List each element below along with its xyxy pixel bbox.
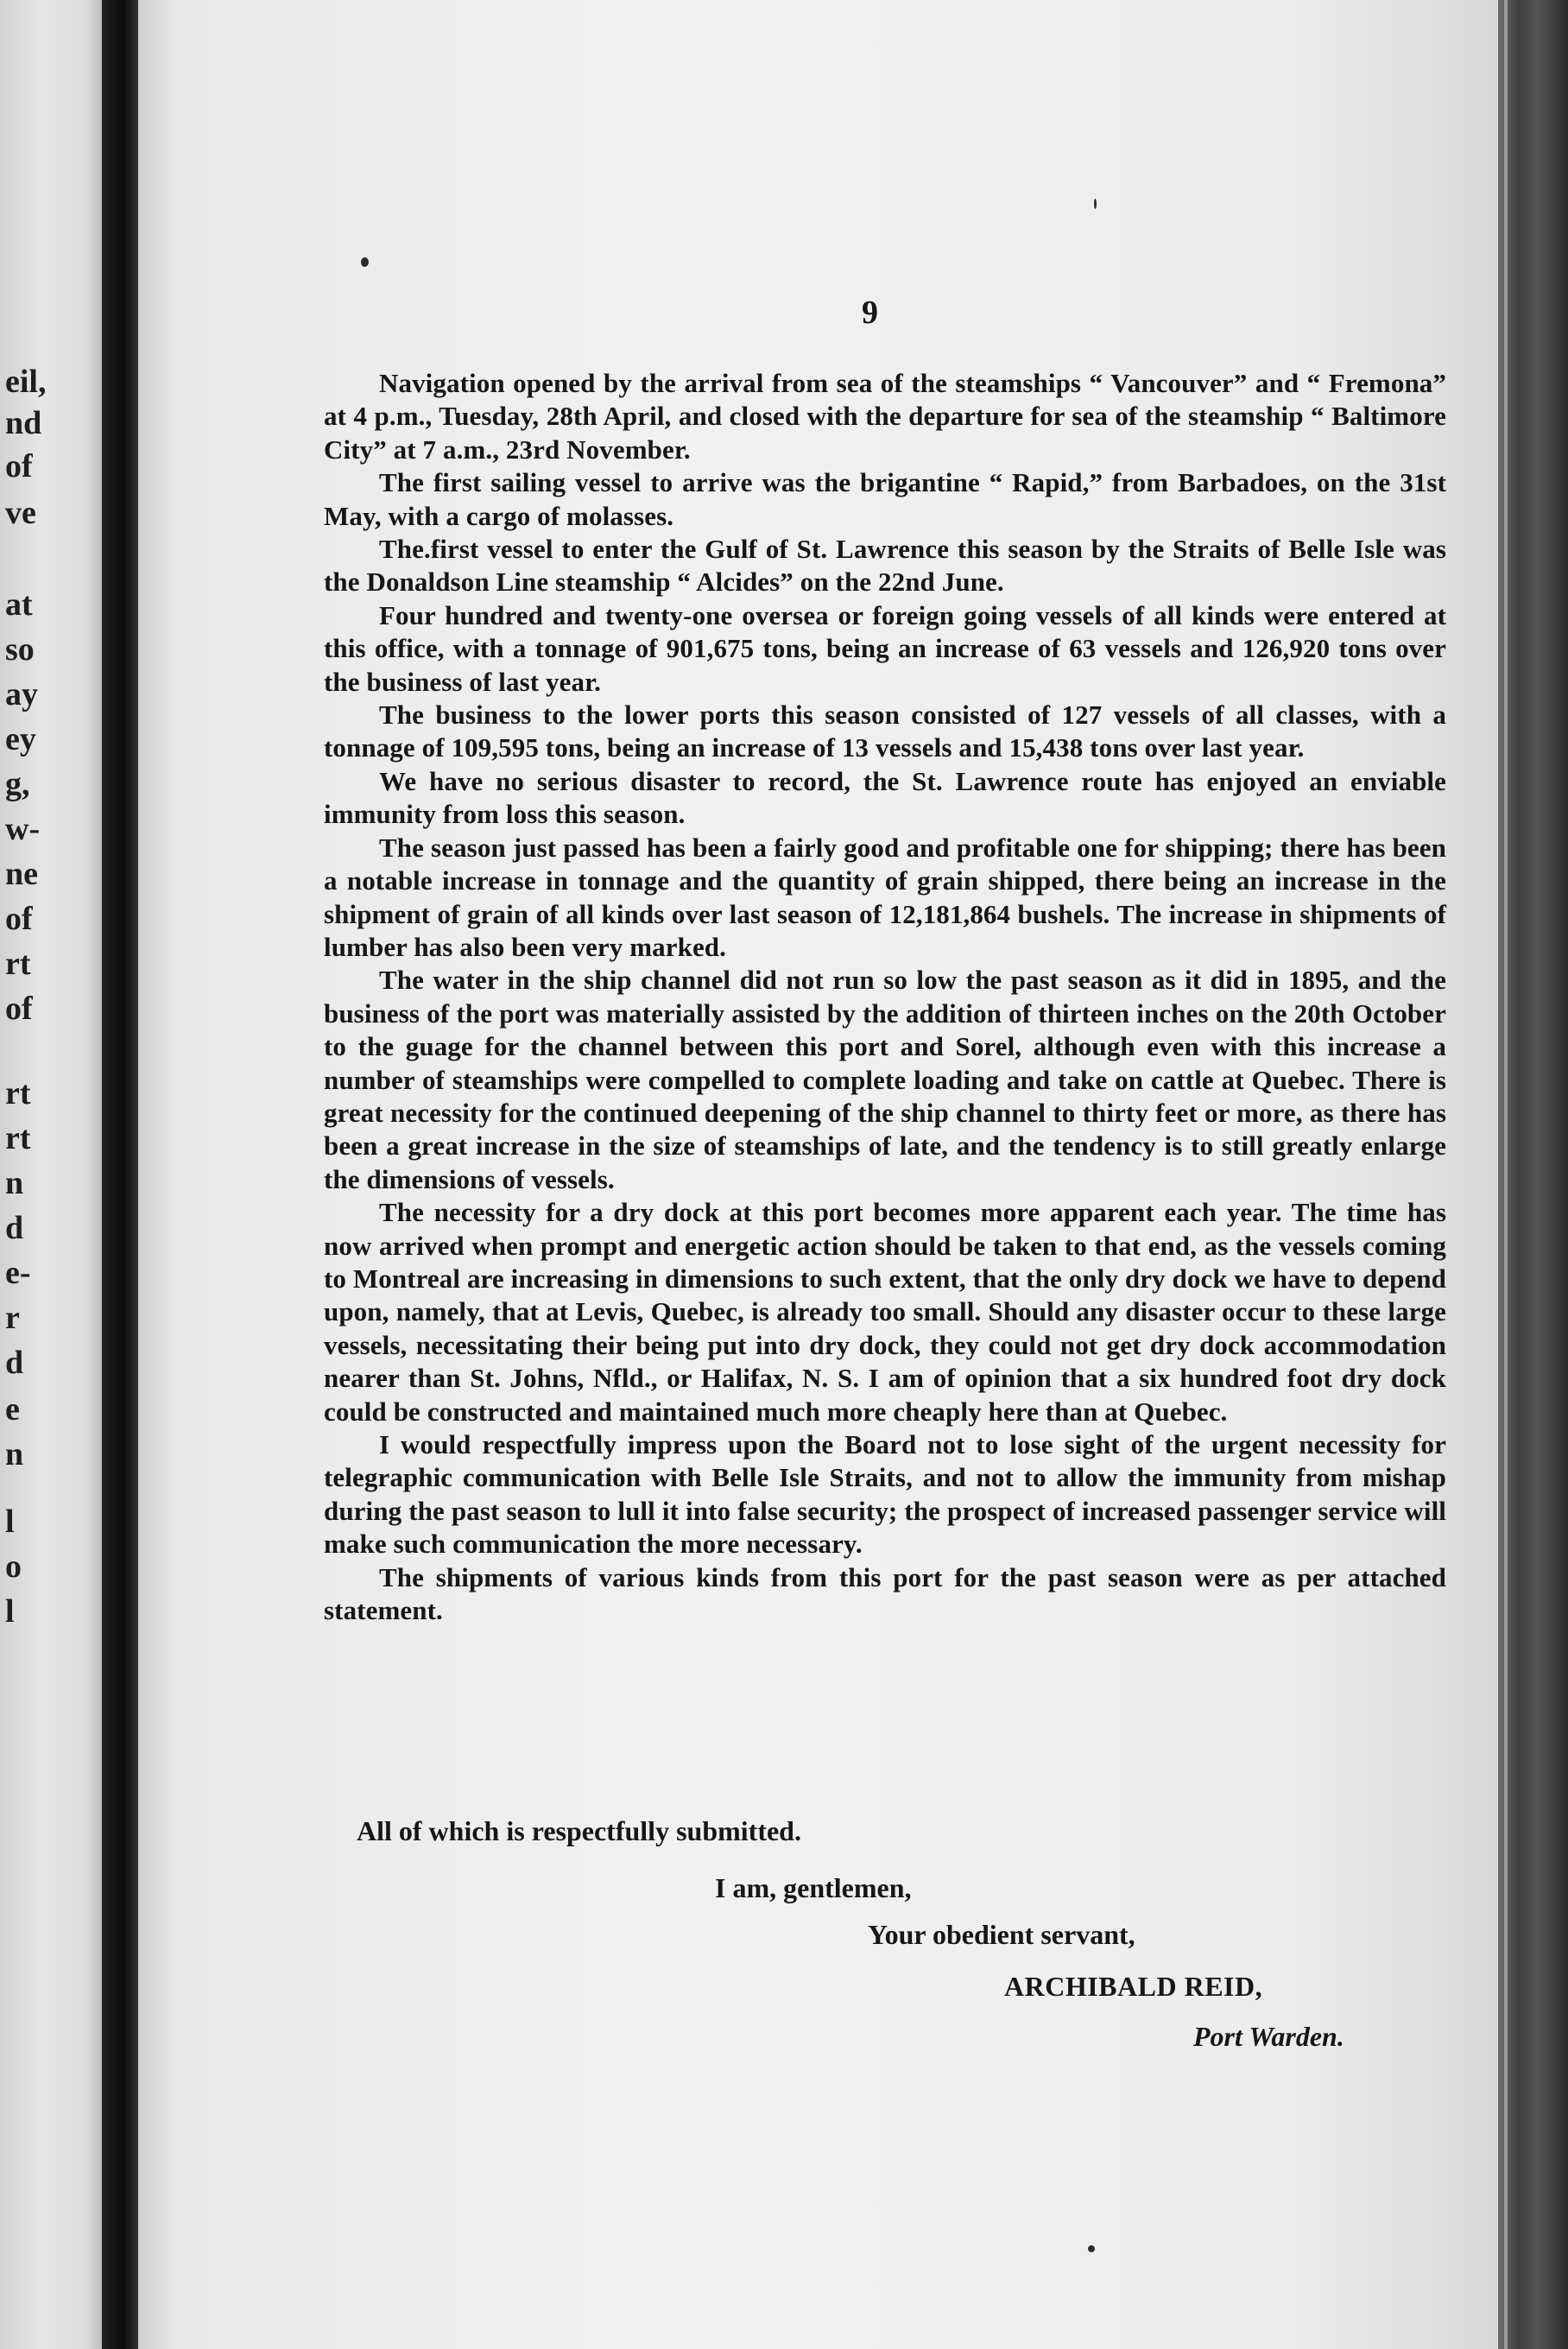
- left-page-fragment: ve: [5, 495, 36, 531]
- signer-title: Port Warden.: [1193, 2021, 1344, 2052]
- left-page-fragment: ey: [5, 721, 36, 757]
- left-page-fragment: d: [5, 1210, 24, 1246]
- ink-speck: [1088, 2245, 1095, 2252]
- page-number: 9: [862, 294, 878, 331]
- left-page-fragment: rt: [5, 946, 31, 982]
- left-page-fragment: n: [5, 1165, 24, 1201]
- left-page-fragment: rt: [5, 1120, 31, 1156]
- left-page-fragment: ay: [5, 676, 38, 712]
- left-page-fragment: e-: [5, 1255, 31, 1291]
- left-page-fragment: eil,: [5, 364, 47, 400]
- left-page-fragment: r: [5, 1300, 20, 1336]
- left-page-fragment: of: [5, 901, 33, 937]
- left-page-fragment: l: [5, 1593, 15, 1630]
- closing-servant: Your obedient servant,: [868, 1919, 1135, 1950]
- left-page-fragment: e: [5, 1391, 20, 1428]
- report-body: [324, 367, 1446, 1627]
- left-page-fragment: l: [5, 1504, 15, 1540]
- left-page-fragment: d: [5, 1345, 24, 1381]
- left-page-fragment: of: [5, 448, 33, 484]
- book-right-edge: [1498, 0, 1568, 2349]
- left-page-fragment: ne: [5, 856, 38, 892]
- left-page-fragment: o: [5, 1548, 22, 1585]
- paragraph-dry-dock: The necessity for a dry dock at this port becomes more apparent each year. The time has now arrived when prompt and energetic action should be taken to that end, as the vessels coming to Montreal are increasing in dimensions to such extent, that the only dry dock we have to depend upon, namely, that at Levis, Quebec, is already too small. Should any disaster occur to these large vessels, necessitating their being put into dry dock, they could not get dry dock accommodation nearer than St. Johns, Nfld., or Halifax, N. S. I am of opinion that a six hundred foot dry dock could be constructed and maintained much more cheaply here than at Quebec.: [324, 1197, 1446, 1427]
- paragraph-season-shipping: The season just passed has been a fairly good and profitable one for shipping; there has been a notable increase in tonnage and the quantity of grain shipped, there being an increase in the shipment of grain of all kinds over last season of 12,181,864 bushels. The increase in shipments of lumber has also been very marked.: [324, 832, 1446, 962]
- paragraph-oversea-vessels: Four hundred and twenty-one oversea or foreign going vessels of all kinds were entered at this office, with a tonnage of 901,675 tons, being an increase of 63 vessels and 126,920 tons over the business of last year.: [324, 599, 1446, 697]
- left-page-fragment: at: [5, 586, 33, 623]
- paragraph-lower-ports: The business to the lower ports this season consisted of 127 vessels of all classes, with a tonnage of 109,595 tons, being an increase of 13 vessels and 15,438 tons over last year.: [324, 700, 1446, 763]
- paragraph-ship-channel: The water in the ship channel did not run so low the past season as it did in 1895, and the business of the port was materially assisted by the addition of thirteen inches on the 20th October to the guage for the channel between this port and Sorel, although even with this increase a number of steamships were compelled to complete loading and take on cattle at Quebec. There is great necessity for the continued deepening of the ship channel to thirty feet or more, as there has been a great increase in the size of steamships of late, and the tendency is to still greatly enlarge the dimensions of vessels.: [324, 965, 1446, 1194]
- left-page-fragment: rt: [5, 1075, 31, 1111]
- left-page-fragment: n: [5, 1436, 24, 1472]
- left-page-fragment: g,: [5, 766, 30, 802]
- left-page-fragment: nd: [5, 405, 42, 441]
- left-page-fragment: of: [5, 991, 33, 1027]
- ink-speck: [1094, 199, 1097, 209]
- left-page-fragment: so: [5, 631, 35, 668]
- ink-speck: [361, 257, 369, 267]
- left-page-fragment: w-: [5, 811, 41, 847]
- left-facing-page: [0, 0, 102, 2349]
- paragraph-navigation: Navigation opened by the arrival from sea of the steamships “ Vancouver” and “ Fremona” at 4 p.m., Tuesday, 28th April, and closed with the departure for sea of the steamship “ Baltimore City” at 7 a.m., 23rd November.: [324, 368, 1446, 465]
- paragraph-no-disaster: We have no serious disaster to record, the St. Lawrence route has enjoyed an enviable immunity from loss this season.: [324, 765, 1446, 830]
- book-edge-line: [1504, 0, 1508, 2349]
- closing-submitted: All of which is respectfully submitted.: [357, 1815, 801, 1846]
- document-page: [138, 0, 1498, 2349]
- paragraph-shipments-statement: The shipments of various kinds from this port for the past season were as per attached statement.: [324, 1561, 1446, 1626]
- signer-name: ARCHIBALD REID,: [1004, 1971, 1263, 2002]
- paragraph-first-sailing-vessel: The first sailing vessel to arrive was the brigantine “ Rapid,” from Barbadoes, on the 31st May, with a cargo of molasses.: [324, 467, 1446, 531]
- paragraph-telegraphic-communication: I would respectfully impress upon the Board not to lose sight of the urgent necessity for telegraphic communication with Belle Isle Straits, and not to allow the immunity from mishap during the past season to lull it into false security; the prospect of increased passenger service will make such communication the more necessary.: [324, 1429, 1446, 1560]
- closing-salutation: I am, gentlemen,: [715, 1872, 912, 1903]
- paragraph-first-vessel-gulf: The.first vessel to enter the Gulf of St. Lawrence this season by the Straits of Belle Isle was the Donaldson Line steamship “ Alcides” on the 22nd June.: [324, 534, 1446, 598]
- book-gutter: [102, 0, 138, 2349]
